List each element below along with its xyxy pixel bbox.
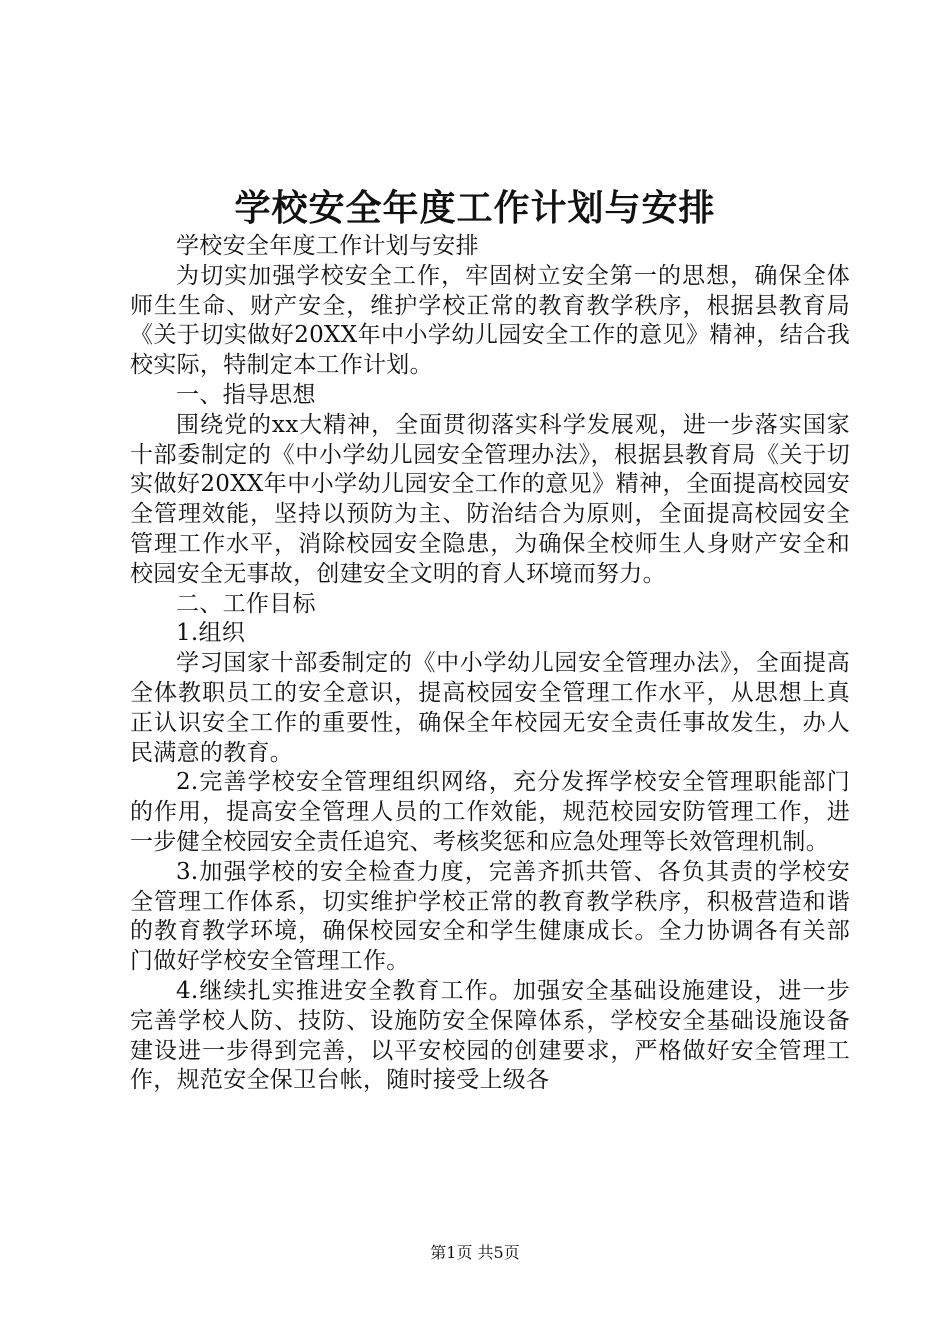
section-heading-work-goals: 二、工作目标 — [176, 590, 316, 617]
paragraph-intro: 为切实加强学校安全工作，牢固树立安全第一的思想，确保全体师生生命、财产安全，维护学校正常的教育教学秩序，根据县教育局《关于切实做好20XX年中小学幼儿园安全工作的意见》精神，结合我校实际，特制定本工作计划。 — [130, 262, 850, 379]
paragraph-subtitle: 学校安全年度工作计划与安排 — [176, 233, 479, 259]
paragraph-goal-1: 学习国家十部委制定的《中小学幼儿园安全管理办法》，全面提高全体教职员工的安全意识，提高校园安全管理工作水平，从思想上真正认识安全工作的重要性，确保全年校园无安全责任事故发生，办人民满意的教育。 — [130, 650, 850, 766]
paragraph-goal-3: 3.加强学校的安全检查力度，完善齐抓共管、各负其责的学校安全管理工作体系，切实维护学校正常的教育教学秩序，积极营造和谐的教育教学环境，确保校园安全和学生健康成长。全力协调各有关部门做好学校安全管理工作。 — [130, 858, 850, 975]
paragraph-guiding-thought: 围绕党的xx大精神，全面贯彻落实科学发展观，进一步落实国家十部委制定的《中小学幼儿园安全管理办法》，根据县教育局《关于切实做好20XX年中小学幼儿园安全工作的意见》精神，全面提高校园安全管理效能，坚持以预防为主、防治结合为原则，全面提高校园安全管理工作水平，消除校园安全隐患，为确保全校师生人身财产安全和校园安全无事故，创建安全文明的育人环境而努力。 — [130, 411, 850, 587]
document-body — [130, 232, 850, 1096]
paragraph-goal-4: 4.继续扎实推进安全教育工作。加强安全基础设施建设，进一步完善学校人防、技防、设施防安全保障体系，学校安全基础设施设备建设进一步得到完善，以平安校园的创建要求，严格做好安全管理工作，规范安全保卫台帐，随时接受上级各 — [130, 977, 850, 1094]
section-heading-guiding-thought: 一、指导思想 — [176, 381, 316, 408]
page-footer: 第1页 共5页 — [430, 1243, 520, 1262]
list-item-heading-1: 1.组织 — [176, 620, 246, 647]
document-title: 学校安全年度工作计划与安排 — [234, 187, 716, 229]
paragraph-goal-2: 2.完善学校安全管理组织网络，充分发挥学校安全管理职能部门的作用，提高安全管理人员的工作效能，规范校园安防管理工作，进一步健全校园安全责任追究、考核奖惩和应急处理等长效管理机制。 — [130, 769, 850, 855]
